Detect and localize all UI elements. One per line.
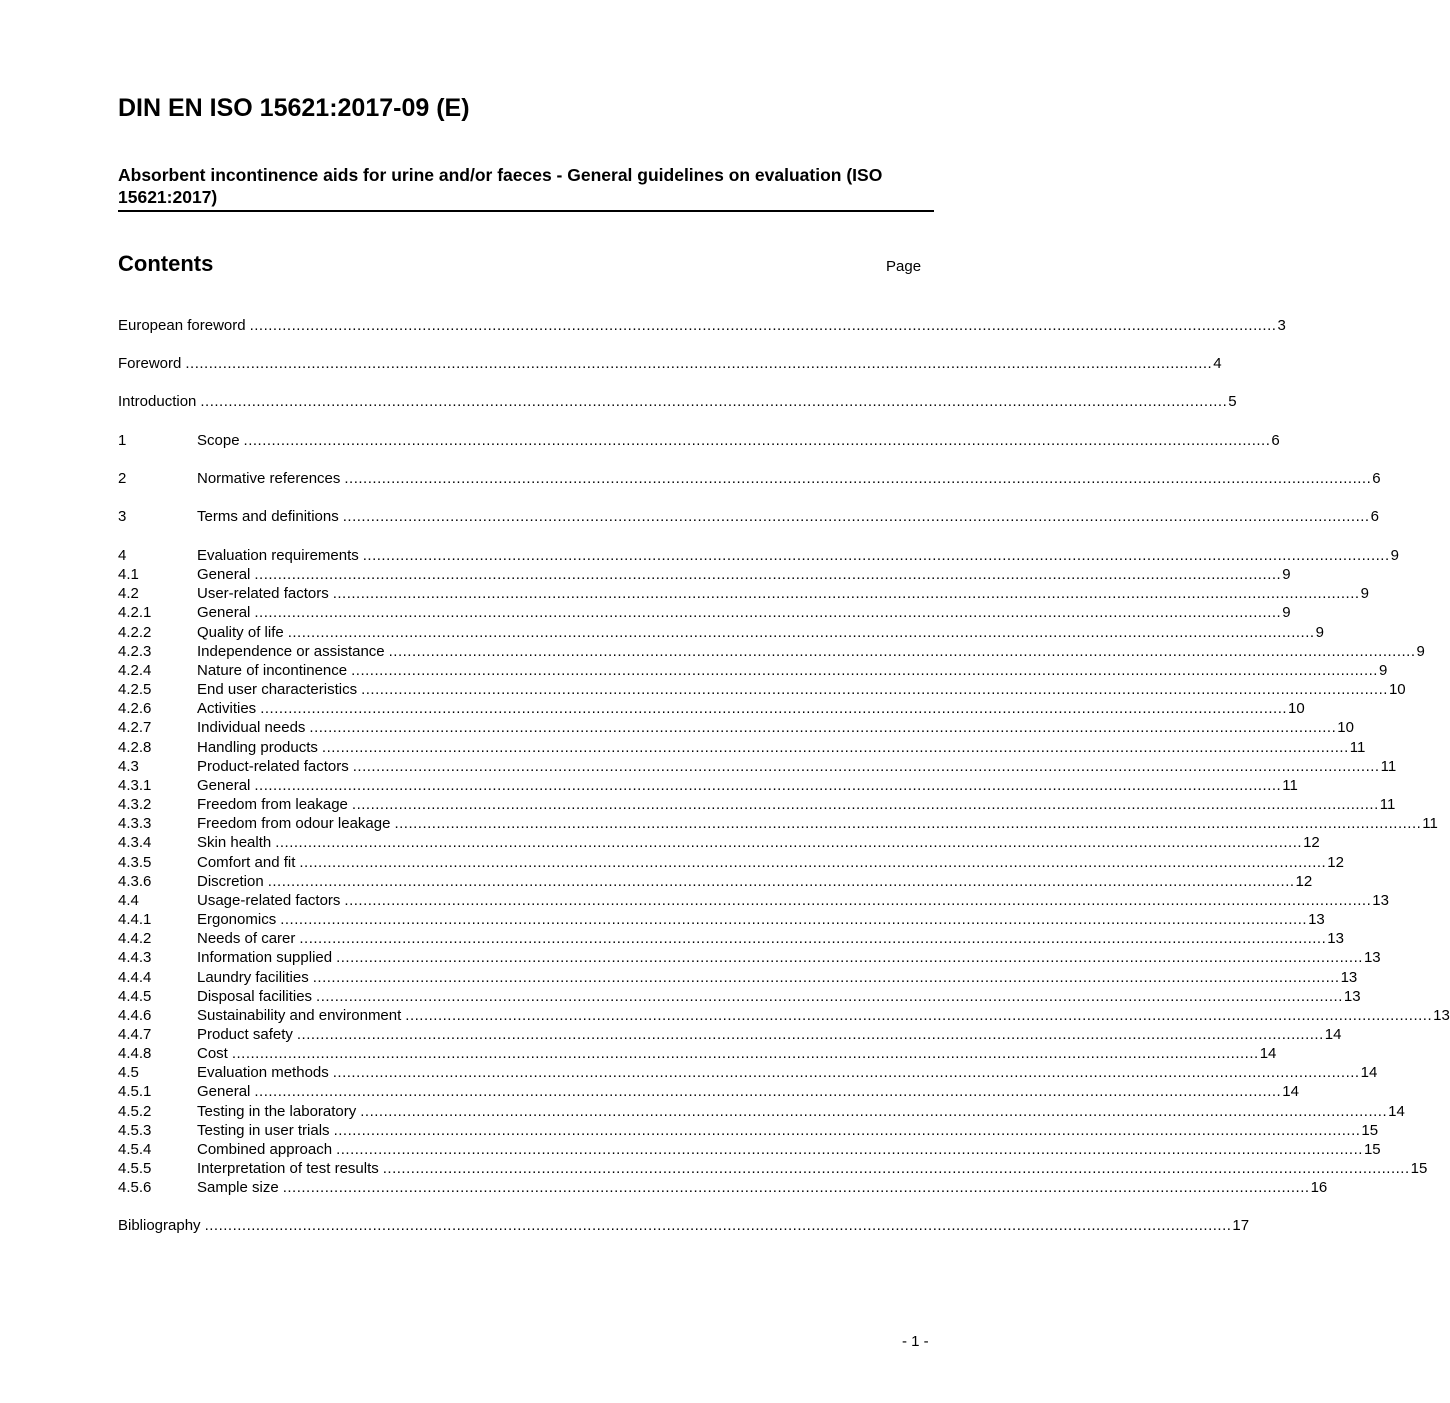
toc-entry-page: 13 <box>1327 930 1344 948</box>
toc-entry-page: 12 <box>1295 872 1313 890</box>
toc-entry-label: Comfort and fit <box>197 853 296 871</box>
toc-entry-number: 4.3.5 <box>118 853 152 871</box>
page-column-heading: Page <box>886 258 922 275</box>
toc-entry[interactable] <box>118 776 1298 795</box>
toc-dot-leader: ............................................................................................................................................................................................................................ <box>287 623 1315 641</box>
toc-entry-number: 4.4 <box>118 891 139 909</box>
toc-dot-leader: ............................................................................................................................................................................................................................ <box>275 834 1303 852</box>
toc-entry-page: 11 <box>1379 796 1396 814</box>
toc-entry[interactable] <box>118 642 1425 661</box>
toc-entry-page: 10 <box>1388 681 1406 699</box>
toc-entry[interactable] <box>118 833 1320 852</box>
toc-entry-number: 4 <box>118 547 127 564</box>
toc-dot-leader: ............................................................................................................................................................................................................................ <box>360 1102 1388 1120</box>
document-title: DIN EN ISO 15621:2017-09 (E) <box>118 94 470 122</box>
toc-entry-label: Skin health <box>197 834 272 852</box>
toc-entry-label: General <box>197 566 251 584</box>
toc-entry-label: Information supplied <box>197 949 333 967</box>
toc-entry[interactable] <box>118 661 1388 680</box>
toc-entry-number: 4.5.6 <box>118 1179 152 1197</box>
toc-entry-page: 6 <box>1271 432 1280 449</box>
toc-entry[interactable] <box>118 987 1361 1006</box>
toc-dot-leader: ............................................................................................................................................................................................................................ <box>312 968 1340 986</box>
toc-entry[interactable] <box>118 546 1399 565</box>
toc-entry[interactable] <box>118 891 1389 910</box>
toc-dot-leader: ............................................................................................................................................................................................................................ <box>332 1064 1360 1082</box>
toc-dot-leader: ............................................................................................................................................................................................................................ <box>336 949 1363 967</box>
toc-entry-number: 4.4.3 <box>118 949 152 967</box>
toc-entry-page: 17 <box>1232 1217 1250 1234</box>
toc-entry-number: 4.4.2 <box>118 930 152 948</box>
toc-entry-number: 4.2.6 <box>118 700 152 718</box>
toc-entry[interactable] <box>118 1216 1250 1235</box>
toc-entry-label: Independence or assistance <box>197 642 385 660</box>
toc-entry-page: 9 <box>1390 547 1399 564</box>
toc-entry-label: Disposal facilities <box>197 987 313 1005</box>
toc-dot-leader: ............................................................................................................................................................................................................................ <box>280 911 1308 929</box>
toc-entry-number: 4.4.4 <box>118 968 152 986</box>
toc-entry[interactable] <box>118 929 1344 948</box>
toc-entry-number: 4.3.4 <box>118 834 152 852</box>
toc-entry-label: Usage-related factors <box>197 891 341 909</box>
toc-dot-leader: ............................................................................................................................................................................................................................ <box>394 815 1422 833</box>
toc-entry-number: 4.2.2 <box>118 623 152 641</box>
toc-entry-number: 4.1 <box>118 566 139 584</box>
toc-entry-label: Combined approach <box>197 1140 333 1158</box>
toc-entry-page: 15 <box>1361 1121 1379 1139</box>
toc-entry-label: Sample size <box>197 1179 279 1197</box>
toc-entry[interactable] <box>118 392 1237 411</box>
toc-entry-page: 3 <box>1277 317 1286 334</box>
toc-entry-label: Scope <box>197 432 240 449</box>
toc-entry-page: 13 <box>1340 968 1358 986</box>
toc-entry-number: 1 <box>118 432 127 449</box>
toc-entry-page: 15 <box>1363 1140 1381 1158</box>
toc-entry-number: 3 <box>118 508 127 525</box>
toc-entry-label: Product safety <box>197 1026 293 1043</box>
toc-entry-number: 4.3.2 <box>118 796 152 814</box>
toc-entry-number: 2 <box>118 470 127 487</box>
toc-dot-leader: ............................................................................................................................................................................................................................ <box>316 987 1343 1005</box>
toc-entry[interactable] <box>118 1140 1381 1159</box>
toc-dot-leader: ............................................................................................................................................................................................................................ <box>254 776 1282 794</box>
toc-entry-page: 11 <box>1282 776 1298 794</box>
toc-entry-label: Freedom from odour leakage <box>197 815 391 833</box>
toc-entry[interactable] <box>118 507 1379 526</box>
toc-entry[interactable] <box>118 565 1291 584</box>
toc-dot-leader: ............................................................................................................................................................................................................................ <box>309 719 1337 737</box>
toc-dot-leader: ............................................................................................................................................................................................................................ <box>344 470 1372 487</box>
toc-entry-number: 4.2.4 <box>118 661 152 679</box>
toc-entry-number: 4.3.6 <box>118 872 152 890</box>
toc-entry-label: Activities <box>197 700 257 718</box>
toc-entry[interactable] <box>118 1063 1378 1082</box>
toc-entry-label: Evaluation methods <box>197 1064 329 1082</box>
toc-dot-leader: ............................................................................................................................................................................................................................ <box>260 700 1288 718</box>
toc-entry-page: 13 <box>1433 1006 1450 1024</box>
toc-entry-page: 12 <box>1327 853 1344 871</box>
toc-entry-label: Individual needs <box>197 719 306 737</box>
toc-entry-page: 9 <box>1282 566 1291 584</box>
toc-entry[interactable] <box>118 680 1406 699</box>
toc-entry-page: 4 <box>1213 355 1222 372</box>
toc-entry-page: 9 <box>1282 604 1291 622</box>
toc-entry-label: General <box>197 1083 251 1101</box>
toc-entry-page: 14 <box>1388 1102 1405 1120</box>
toc-entry-label: Quality of life <box>197 623 284 641</box>
toc-dot-leader: ............................................................................................................................................................................................................................ <box>342 508 1370 525</box>
toc-entry-label: Ergonomics <box>197 911 277 929</box>
toc-dot-leader: ............................................................................................................................................................................................................................ <box>243 432 1271 449</box>
toc-entry[interactable] <box>118 872 1313 891</box>
toc-entry-page: 13 <box>1343 987 1361 1005</box>
toc-entry-number: 4.5.5 <box>118 1160 152 1178</box>
toc-entry[interactable] <box>118 1025 1342 1044</box>
toc-dot-leader: ............................................................................................................................................................................................................................ <box>361 681 1388 699</box>
toc-entry-page: 14 <box>1324 1026 1342 1043</box>
toc-entry[interactable] <box>118 1006 1450 1025</box>
toc-entry-label: Testing in user trials <box>197 1121 330 1139</box>
toc-entry-label: Testing in the laboratory <box>197 1102 357 1120</box>
toc-entry-page: 5 <box>1228 393 1237 410</box>
toc-entry-number: 4.5.4 <box>118 1140 152 1158</box>
toc-entry-number: 4.4.5 <box>118 987 152 1005</box>
toc-entry-number: 4.4.6 <box>118 1006 152 1024</box>
toc-entry-page: 13 <box>1308 911 1325 929</box>
title-divider <box>118 210 934 212</box>
toc-entry[interactable] <box>118 1102 1405 1121</box>
toc-entry-number: 4.2.7 <box>118 719 152 737</box>
toc-entry-page: 9 <box>1378 661 1388 679</box>
toc-entry-page: 15 <box>1410 1160 1428 1178</box>
toc-dot-leader: ............................................................................................................................................................................................................................ <box>254 604 1282 622</box>
toc-entry-page: 11 <box>1380 757 1397 775</box>
toc-dot-leader: ............................................................................................................................................................................................................................ <box>388 642 1416 660</box>
toc-entry-label: Introduction <box>118 393 197 410</box>
toc-dot-leader: ............................................................................................................................................................................................................................ <box>185 355 1213 372</box>
toc-entry-page: 6 <box>1370 508 1379 525</box>
toc-entry-number: 4.5.2 <box>118 1102 152 1120</box>
toc-entry-page: 14 <box>1282 1083 1299 1101</box>
toc-entry-label: Nature of incontinence <box>197 661 348 679</box>
toc-dot-leader: ............................................................................................................................................................................................................................ <box>299 853 1327 871</box>
toc-entry-number: 4.3 <box>118 757 139 775</box>
toc-entry[interactable] <box>118 1044 1277 1063</box>
toc-entry[interactable] <box>118 853 1344 872</box>
toc-entry-number: 4.4.8 <box>118 1045 152 1063</box>
toc-dot-leader: ............................................................................................................................................................................................................................ <box>299 930 1327 948</box>
toc-dot-leader: ............................................................................................................................................................................................................................ <box>267 872 1295 890</box>
toc-entry[interactable] <box>118 757 1397 776</box>
toc-entry[interactable] <box>118 354 1222 373</box>
toc-entry-label: Cost <box>197 1045 228 1063</box>
toc-entry[interactable] <box>118 910 1325 929</box>
toc-entry-label: European foreword <box>118 317 246 334</box>
toc-dot-leader: ............................................................................................................................................................................................................................ <box>254 1083 1282 1101</box>
toc-entry[interactable] <box>118 699 1305 718</box>
toc-dot-leader: ............................................................................................................................................................................................................................ <box>382 1160 1410 1178</box>
toc-dot-leader: ............................................................................................................................................................................................................................ <box>321 738 1349 756</box>
toc-entry-number: 4.2.1 <box>118 604 152 622</box>
toc-entry[interactable] <box>118 948 1381 967</box>
toc-entry-label: General <box>197 776 251 794</box>
toc-entry[interactable] <box>118 1082 1299 1101</box>
toc-entry[interactable] <box>118 469 1381 488</box>
toc-entry[interactable] <box>118 1159 1428 1178</box>
toc-entry-label: Discretion <box>197 872 264 890</box>
toc-entry[interactable] <box>118 1178 1328 1197</box>
toc-dot-leader: ............................................................................................................................................................................................................................ <box>231 1045 1259 1063</box>
toc-entry[interactable] <box>118 623 1324 642</box>
toc-dot-leader: ............................................................................................................................................................................................................................ <box>296 1026 1324 1043</box>
toc-entry-label: Product-related factors <box>197 757 349 775</box>
toc-dot-leader: ............................................................................................................................................................................................................................ <box>254 566 1282 584</box>
toc-entry-label: Freedom from leakage <box>197 796 348 814</box>
toc-dot-leader: ............................................................................................................................................................................................................................ <box>332 585 1360 603</box>
toc-entry[interactable] <box>118 795 1396 814</box>
toc-entry-number: 4.3.1 <box>118 776 152 794</box>
toc-dot-leader: ............................................................................................................................................................................................................................ <box>344 891 1372 909</box>
toc-entry[interactable] <box>118 814 1438 833</box>
toc-entry-label: Evaluation requirements <box>197 547 359 564</box>
toc-dot-leader: ............................................................................................................................................................................................................................ <box>282 1179 1310 1197</box>
toc-entry[interactable] <box>118 316 1286 335</box>
toc-dot-leader: ............................................................................................................................................................................................................................ <box>405 1006 1433 1024</box>
toc-entry-number: 4.4.1 <box>118 911 152 929</box>
toc-entry-page: 9 <box>1315 623 1324 641</box>
toc-dot-leader: ............................................................................................................................................................................................................................ <box>333 1121 1361 1139</box>
toc-entry-page: 13 <box>1372 891 1389 909</box>
toc-dot-leader: ............................................................................................................................................................................................................................ <box>352 757 1380 775</box>
toc-entry-page: 11 <box>1422 815 1438 833</box>
toc-entry-label: End user characteristics <box>197 681 358 699</box>
toc-dot-leader: ............................................................................................................................................................................................................................ <box>351 796 1379 814</box>
toc-entry-page: 13 <box>1363 949 1381 967</box>
toc-entry-page: 12 <box>1303 834 1320 852</box>
toc-entry[interactable] <box>118 968 1358 987</box>
toc-entry-number: 4.2.3 <box>118 642 152 660</box>
toc-dot-leader: ............................................................................................................................................................................................................................ <box>200 393 1228 410</box>
toc-entry-label: Sustainability and environment <box>197 1006 402 1024</box>
toc-entry[interactable] <box>118 584 1369 603</box>
toc-entry-label: Handling products <box>197 738 318 756</box>
toc-dot-leader: ............................................................................................................................................................................................................................ <box>351 661 1378 679</box>
toc-entry-label: Bibliography <box>118 1217 201 1234</box>
toc-entry-page: 14 <box>1360 1064 1378 1082</box>
toc-dot-leader: ............................................................................................................................................................................................................................ <box>336 1140 1363 1158</box>
toc-entry[interactable] <box>118 431 1280 450</box>
toc-entry[interactable] <box>118 603 1291 622</box>
toc-entry-page: 14 <box>1259 1045 1277 1063</box>
toc-entry-number: 4.4.7 <box>118 1026 152 1043</box>
toc-entry-number: 4.5.1 <box>118 1083 152 1101</box>
toc-entry-number: 4.2 <box>118 585 139 603</box>
toc-entry-page: 6 <box>1372 470 1381 487</box>
toc-dot-leader: ............................................................................................................................................................................................................................ <box>204 1217 1232 1234</box>
toc-entry-label: General <box>197 604 251 622</box>
toc-entry-label: Foreword <box>118 355 182 372</box>
contents-heading: Contents <box>118 251 214 276</box>
toc-entry-label: Normative references <box>197 470 341 487</box>
document-subtitle: Absorbent incontinence aids for urine and/or faeces - General guidelines on evaluation (ISO 15621:2017) <box>118 165 883 207</box>
toc-entry-number: 4.5.3 <box>118 1121 152 1139</box>
toc-dot-leader: ............................................................................................................................................................................................................................ <box>249 317 1277 334</box>
page-number: - 1 - <box>902 1333 929 1350</box>
toc-entry[interactable] <box>118 718 1354 737</box>
toc-entry-label: User-related factors <box>197 585 329 603</box>
toc-entry-number: 4.2.8 <box>118 738 152 756</box>
toc-entry[interactable] <box>118 738 1366 757</box>
toc-entry[interactable] <box>118 1121 1379 1140</box>
toc-entry-page: 9 <box>1416 642 1425 660</box>
toc-entry-page: 9 <box>1360 585 1369 603</box>
toc-entry-page: 10 <box>1288 700 1305 718</box>
toc-entry-label: Terms and definitions <box>197 508 339 525</box>
toc-entry-label: Needs of carer <box>197 930 296 948</box>
toc-entry-number: 4.5 <box>118 1064 139 1082</box>
toc-dot-leader: ............................................................................................................................................................................................................................ <box>362 547 1390 564</box>
toc-entry-number: 4.2.5 <box>118 681 152 699</box>
toc-entry-page: 16 <box>1310 1179 1328 1197</box>
toc-entry-number: 4.3.3 <box>118 815 152 833</box>
toc-entry-page: 11 <box>1349 738 1366 756</box>
toc-entry-page: 10 <box>1337 719 1354 737</box>
toc-entry-label: Interpretation of test results <box>197 1160 379 1178</box>
toc-entry-label: Laundry facilities <box>197 968 309 986</box>
